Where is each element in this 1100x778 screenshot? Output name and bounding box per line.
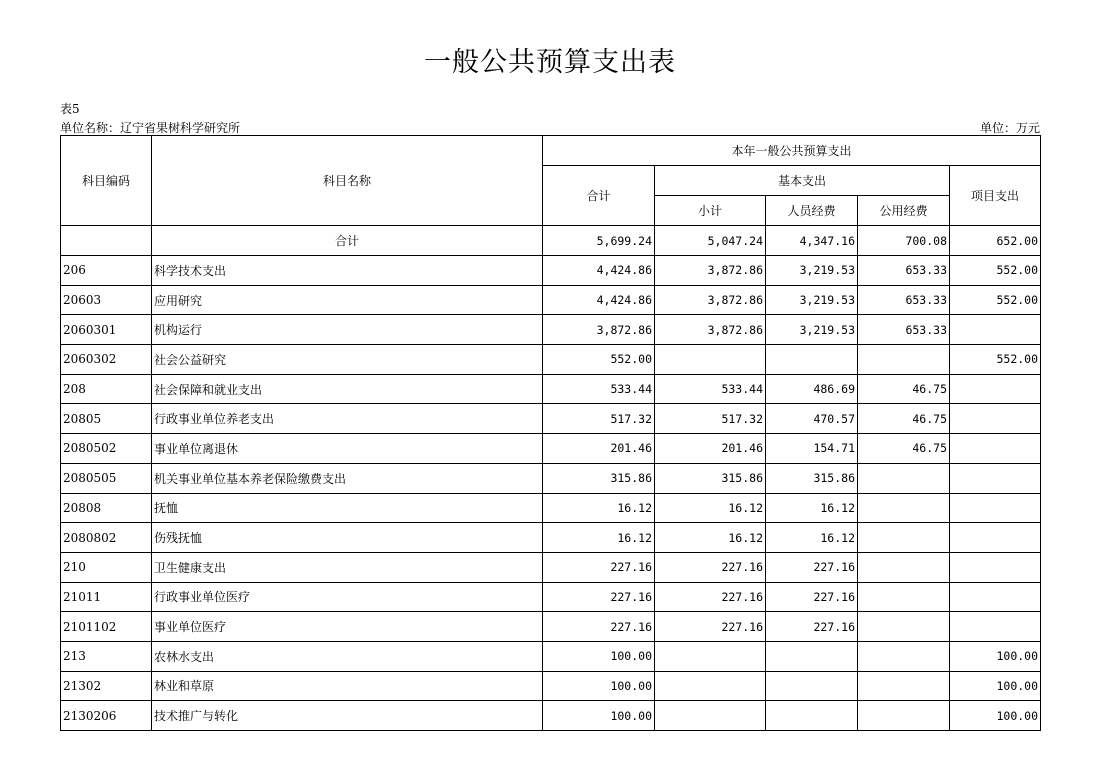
row-name: 伤残抚恤 — [152, 523, 543, 553]
row-personnel: 154.71 — [766, 434, 858, 464]
table-row — [61, 701, 1041, 731]
row-project — [950, 404, 1041, 434]
row-name: 卫生健康支出 — [152, 552, 543, 582]
table-row — [61, 374, 1041, 404]
row-public: 653.33 — [858, 256, 950, 286]
row-total: 315.86 — [543, 463, 655, 493]
row-subtotal — [655, 345, 766, 375]
row-public: 653.33 — [858, 315, 950, 345]
table-row — [61, 345, 1041, 375]
row-total: 4,424.86 — [543, 256, 655, 286]
row-total: 100.00 — [543, 671, 655, 701]
row-subtotal: 533.44 — [655, 374, 766, 404]
row-public: 46.75 — [858, 374, 950, 404]
row-name: 机关事业单位基本养老保险缴费支出 — [152, 463, 543, 493]
row-code: 21302 — [61, 671, 152, 701]
row-subtotal: 315.86 — [655, 463, 766, 493]
row-name: 科学技术支出 — [152, 256, 543, 286]
row-total: 227.16 — [543, 612, 655, 642]
row-code: 2060302 — [61, 345, 152, 375]
table-row — [61, 285, 1041, 315]
row-public — [858, 523, 950, 553]
table-row — [61, 582, 1041, 612]
table-row — [61, 493, 1041, 523]
budget-table — [60, 135, 1041, 731]
row-code: 20805 — [61, 404, 152, 434]
row-code: 21011 — [61, 582, 152, 612]
row-project — [950, 434, 1041, 464]
header-project: 项目支出 — [950, 166, 1041, 226]
row-name: 技术推广与转化 — [152, 701, 543, 731]
table-row — [61, 612, 1041, 642]
row-code: 20808 — [61, 493, 152, 523]
row-personnel: 3,219.53 — [766, 315, 858, 345]
row-code: 206 — [61, 256, 152, 286]
row-total: 100.00 — [543, 701, 655, 731]
row-name: 应用研究 — [152, 285, 543, 315]
row-project — [950, 582, 1041, 612]
row-personnel: 227.16 — [766, 582, 858, 612]
row-personnel: 16.12 — [766, 523, 858, 553]
row-public — [858, 552, 950, 582]
total-total: 5,699.24 — [543, 226, 655, 256]
row-personnel: 3,219.53 — [766, 285, 858, 315]
row-name: 社会保障和就业支出 — [152, 374, 543, 404]
header-basic: 基本支出 — [655, 166, 950, 196]
total-project: 652.00 — [950, 226, 1041, 256]
row-total: 100.00 — [543, 641, 655, 671]
row-total: 533.44 — [543, 374, 655, 404]
total-personnel: 4,347.16 — [766, 226, 858, 256]
row-personnel: 470.57 — [766, 404, 858, 434]
header-name: 科目名称 — [152, 136, 543, 226]
row-project: 552.00 — [950, 345, 1041, 375]
row-name: 事业单位离退休 — [152, 434, 543, 464]
header-subtotal: 小计 — [655, 196, 766, 226]
row-total: 16.12 — [543, 523, 655, 553]
row-public — [858, 582, 950, 612]
row-project: 552.00 — [950, 256, 1041, 286]
row-total: 201.46 — [543, 434, 655, 464]
row-public — [858, 701, 950, 731]
table-row — [61, 434, 1041, 464]
row-subtotal: 227.16 — [655, 612, 766, 642]
total-label: 合计 — [152, 226, 543, 256]
row-personnel — [766, 641, 858, 671]
row-public: 46.75 — [858, 434, 950, 464]
header-total: 合计 — [543, 166, 655, 226]
row-project: 100.00 — [950, 671, 1041, 701]
table-row — [61, 641, 1041, 671]
row-total: 227.16 — [543, 582, 655, 612]
row-subtotal: 517.32 — [655, 404, 766, 434]
total-row — [61, 226, 1041, 256]
row-project — [950, 552, 1041, 582]
row-public — [858, 463, 950, 493]
table-row — [61, 552, 1041, 582]
row-name: 行政事业单位医疗 — [152, 582, 543, 612]
row-name: 抚恤 — [152, 493, 543, 523]
row-code: 210 — [61, 552, 152, 582]
row-personnel: 486.69 — [766, 374, 858, 404]
row-personnel — [766, 701, 858, 731]
row-subtotal — [655, 641, 766, 671]
row-personnel — [766, 345, 858, 375]
row-total: 517.32 — [543, 404, 655, 434]
total-code-cell — [61, 226, 152, 256]
row-subtotal: 16.12 — [655, 493, 766, 523]
row-total: 227.16 — [543, 552, 655, 582]
row-subtotal — [655, 701, 766, 731]
total-subtotal: 5,047.24 — [655, 226, 766, 256]
row-subtotal: 227.16 — [655, 582, 766, 612]
table-row — [61, 315, 1041, 345]
row-public: 653.33 — [858, 285, 950, 315]
row-public — [858, 493, 950, 523]
unit-name: 单位名称：辽宁省果树科学研究所 — [60, 121, 241, 135]
page-title: 一般公共预算支出表 — [424, 47, 676, 78]
row-personnel — [766, 671, 858, 701]
table-row — [61, 671, 1041, 701]
header-public: 公用经费 — [858, 196, 950, 226]
row-total: 552.00 — [543, 345, 655, 375]
row-project: 100.00 — [950, 641, 1041, 671]
row-project — [950, 523, 1041, 553]
row-subtotal: 3,872.86 — [655, 285, 766, 315]
row-subtotal — [655, 671, 766, 701]
row-code: 2130206 — [61, 701, 152, 731]
row-code: 2080502 — [61, 434, 152, 464]
row-name: 行政事业单位养老支出 — [152, 404, 543, 434]
table-number: 表5 — [60, 102, 80, 116]
table-row — [61, 256, 1041, 286]
row-name: 机构运行 — [152, 315, 543, 345]
row-total: 16.12 — [543, 493, 655, 523]
row-project — [950, 612, 1041, 642]
row-code: 2080802 — [61, 523, 152, 553]
row-public — [858, 641, 950, 671]
row-subtotal: 16.12 — [655, 523, 766, 553]
total-public: 700.08 — [858, 226, 950, 256]
row-code: 208 — [61, 374, 152, 404]
row-project: 100.00 — [950, 701, 1041, 731]
header-personnel: 人员经费 — [766, 196, 858, 226]
row-project — [950, 315, 1041, 345]
row-total: 4,424.86 — [543, 285, 655, 315]
row-personnel: 227.16 — [766, 552, 858, 582]
row-public — [858, 612, 950, 642]
row-project — [950, 493, 1041, 523]
row-personnel: 16.12 — [766, 493, 858, 523]
table-row — [61, 523, 1041, 553]
row-name: 社会公益研究 — [152, 345, 543, 375]
row-personnel: 3,219.53 — [766, 256, 858, 286]
row-code: 2101102 — [61, 612, 152, 642]
row-public: 46.75 — [858, 404, 950, 434]
row-subtotal: 201.46 — [655, 434, 766, 464]
row-project — [950, 374, 1041, 404]
row-public — [858, 345, 950, 375]
row-code: 2080505 — [61, 463, 152, 493]
row-name: 林业和草原 — [152, 671, 543, 701]
row-personnel: 315.86 — [766, 463, 858, 493]
row-subtotal: 227.16 — [655, 552, 766, 582]
row-code: 2060301 — [61, 315, 152, 345]
table-row — [61, 463, 1041, 493]
row-personnel: 227.16 — [766, 612, 858, 642]
row-name: 事业单位医疗 — [152, 612, 543, 642]
row-code: 213 — [61, 641, 152, 671]
row-subtotal: 3,872.86 — [655, 256, 766, 286]
row-project — [950, 463, 1041, 493]
row-name: 农林水支出 — [152, 641, 543, 671]
header-code: 科目编码 — [61, 136, 152, 226]
row-subtotal: 3,872.86 — [655, 315, 766, 345]
row-code: 20603 — [61, 285, 152, 315]
table-row — [61, 404, 1041, 434]
row-project: 552.00 — [950, 285, 1041, 315]
row-total: 3,872.86 — [543, 315, 655, 345]
row-public — [858, 671, 950, 701]
header-current-year: 本年一般公共预算支出 — [543, 136, 1041, 166]
currency-unit: 单位：万元 — [979, 121, 1040, 135]
